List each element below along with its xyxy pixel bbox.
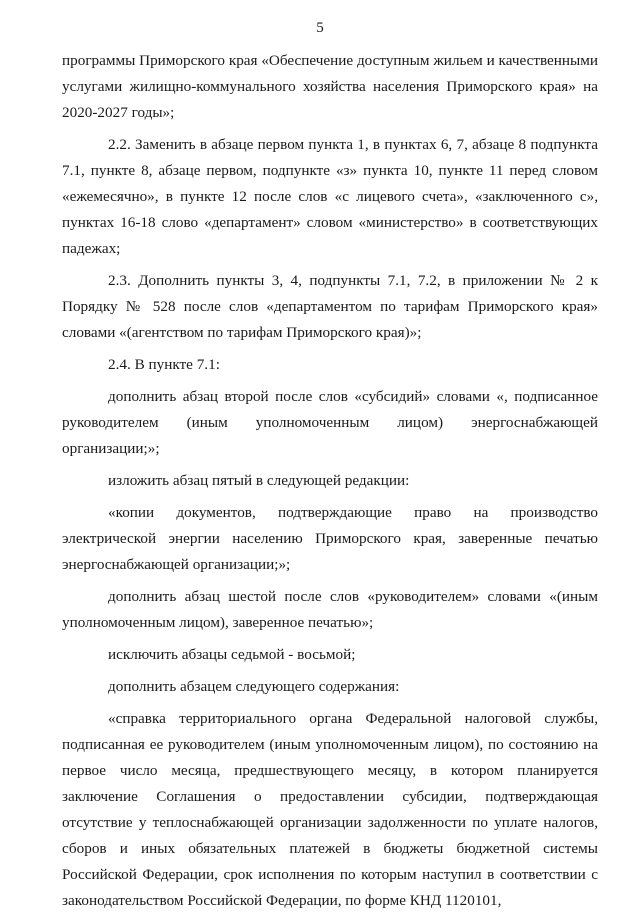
- page-number: 5: [316, 20, 324, 36]
- paragraph-5: дополнить абзац второй после слов «субсидий» словами «, подписанное руководителем (иным уполномоченным лицом) энергоснабжающей организации;»;: [62, 388, 598, 457]
- paragraph-1: программы Приморского края «Обеспечение доступным жильем и качественными услугами жилищно-коммунального хозяйства населения Приморского края» на 2020-2027 годы»;: [62, 52, 598, 121]
- paragraph-9: исключить абзацы седьмой - восьмой;: [108, 646, 356, 663]
- paragraph-6: изложить абзац пятый в следующей редакции:: [108, 472, 410, 489]
- paragraph-4: 2.4. В пункте 7.1:: [108, 356, 220, 373]
- document-body: [62, 48, 598, 914]
- paragraph-10: дополнить абзацем следующего содержания:: [108, 678, 400, 695]
- paragraph-7: «копии документов, подтверждающие право на производство электрической энергии населению Приморского края, заверенные печатью энергоснабжающей организации;»;: [62, 504, 598, 573]
- paragraph-3: 2.3. Дополнить пункты 3, 4, подпункты 7.1, 7.2, в приложении № 2 к Порядку № 528 после слов «департаментом по тарифам Приморского края» словами «(агентством по тарифам Приморского края)»;: [62, 272, 598, 341]
- paragraph-2: 2.2. Заменить в абзаце первом пункта 1, в пунктах 6, 7, абзаце 8 подпункта 7.1, пункте 8, абзаце первом, подпункте «з» пункта 10, пункте 11 перед словом «ежемесячно», в пункте 12 после слов «с лицевого счета», «заключенного с», пунктах 16-18 слово «департамент» словом «министерство» в соответствующих падежах;: [62, 136, 598, 257]
- paragraph-8: дополнить абзац шестой после слов «руководителем» словами «(иным уполномоченным лицом), заверенное печатью»;: [62, 588, 598, 631]
- paragraph-11: «справка территориального органа Федеральной налоговой службы, подписанная ее руководителем (иным уполномоченным лицом), по состоянию на первое число месяца, предшествующего месяцу, в котором планируется заключение Соглашения о предоставлении субсидии, подтверждающая отсутствие у теплоснабжающей организации задолженности по уплате налогов, сборов и иных обязательных платежей в бюджеты бюджетной системы Российской Федерации, срок исполнения по которым наступил в соответствии с законодательством Российской Федерации, по форме КНД 1120101,: [62, 710, 598, 909]
